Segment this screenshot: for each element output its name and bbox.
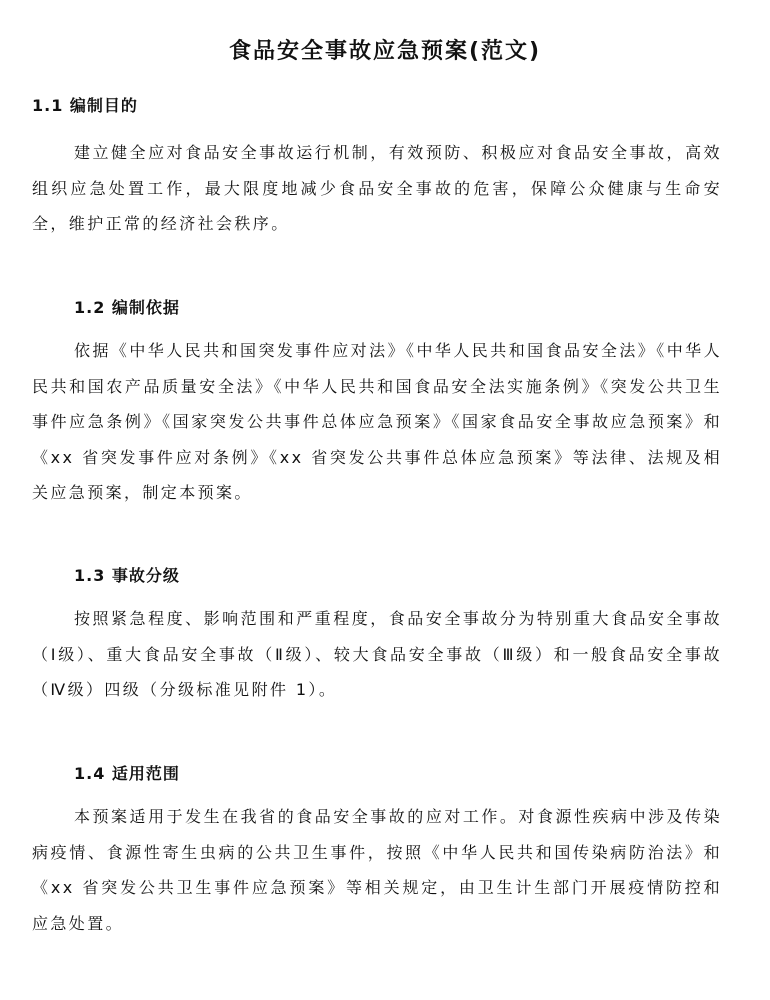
section-heading-purpose: 1.1 编制目的 [32,96,138,115]
section-heading-classification: 1.3 事故分级 [74,566,180,585]
section-heading-basis: 1.2 编制依据 [74,298,180,317]
document-title: 食品安全事故应急预案(范文) [228,39,542,64]
section-body-classification: 按照紧急程度、影响范围和严重程度，食品安全事故分为特别重大食品安全事故（Ⅰ级）、重大食品安全事故（Ⅱ级）、较大食品安全事故（Ⅲ级）和一般食品安全事故（Ⅳ级）四级（分级标准见附件 1）。 [32,609,722,699]
section-body-purpose: 建立健全应对食品安全事故运行机制，有效预防、积极应对食品安全事故，高效组织应急处置工作，最大限度地减少食品安全事故的危害，保障公众健康与生命安全，维护正常的经济社会秩序。 [32,143,722,233]
section-heading-scope: 1.4 适用范围 [74,764,180,783]
section-body-basis: 依据《中华人民共和国突发事件应对法》《中华人民共和国食品安全法》《中华人民共和国农产品质量安全法》《中华人民共和国食品安全法实施条例》《突发公共卫生事件应急条例》《国家突发公共事件总体应急预案》《国家食品安全事故应急预案》和《xx 省突发事件应对条例》《xx 省突发公共事件总体应急预案》等法律、法规及相关应急预案，制定本预案。 [32,341,722,502]
section-body-scope: 本预案适用于发生在我省的食品安全事故的应对工作。对食源性疾病中涉及传染病疫情、食源性寄生虫病的公共卫生事件，按照《中华人民共和国传染病防治法》和《xx 省突发公共卫生事件应急预案》等相关规定，由卫生计生部门开展疫情防控和应急处置。 [32,807,722,933]
